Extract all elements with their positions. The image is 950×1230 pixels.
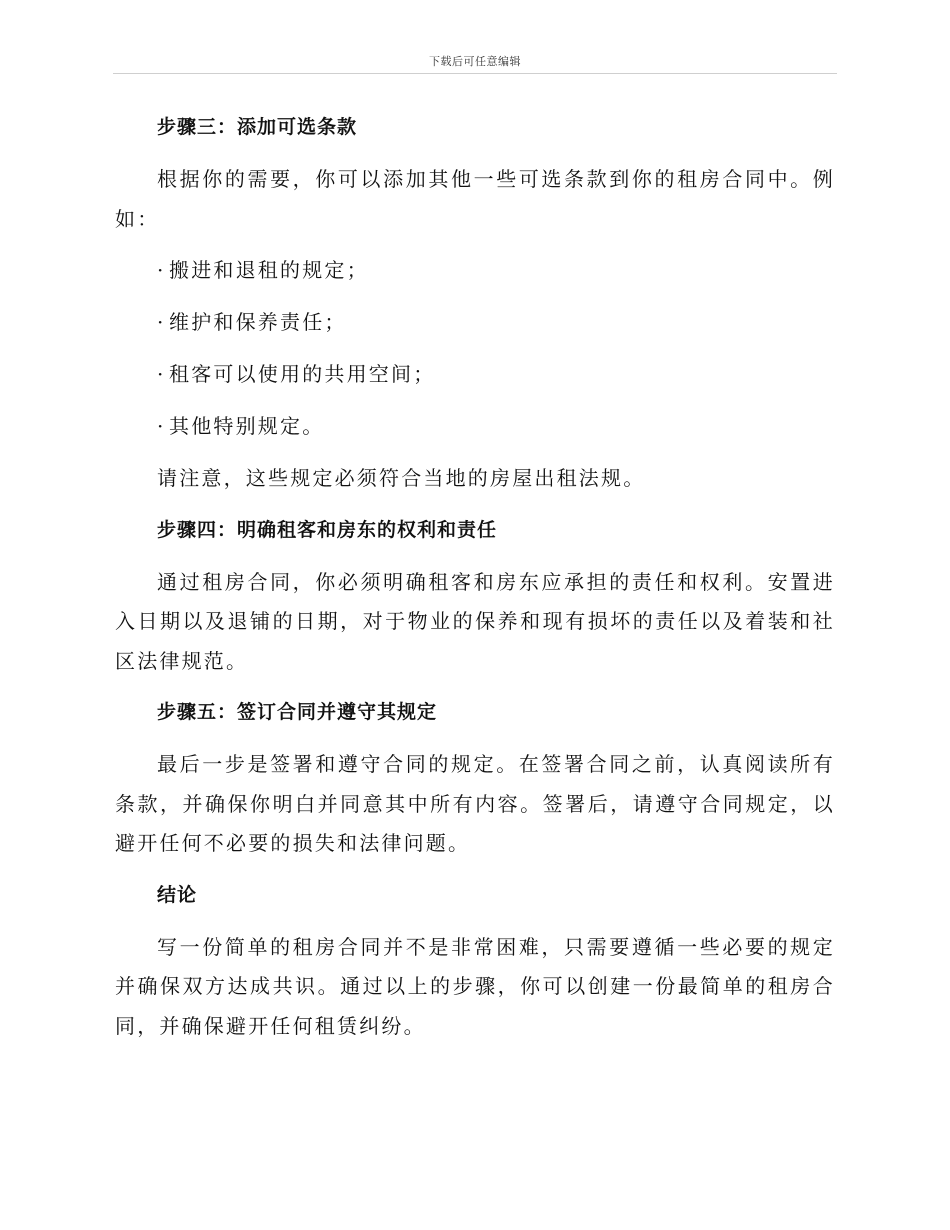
paragraph-step-4: 通过租房合同，你必须明确租客和房东应承担的责任和权利。安置进入日期以及退铺的日期，对于物业的保养和现有损坏的责任以及着装和社区法律规范。 bbox=[115, 569, 835, 673]
section-heading-step-4: 步骤四：明确租客和房东的权利和责任 bbox=[157, 518, 498, 541]
paragraph-conclusion: 写一份简单的租房合同并不是非常困难，只需要遵循一些必要的规定并确保双方达成共识。通过以上的步骤，你可以创建一份最简单的租房合同，并确保避开任何租赁纠纷。 bbox=[115, 934, 835, 1038]
bullet-marker: · bbox=[157, 414, 166, 438]
section-heading-step-3: 步骤三：添加可选条款 bbox=[157, 116, 358, 138]
paragraph-step-5: 最后一步是签署和遵守合同的规定。在签署合同之前，认真阅读所有条款，并确保你明白并同意其中所有内容。签署后，请遵守合同规定，以避开任何不必要的损失和法律问题。 bbox=[115, 752, 835, 855]
header-divider bbox=[113, 73, 837, 74]
list-item-text: 搬进和退租的规定； bbox=[169, 258, 369, 282]
bullet-marker: · bbox=[157, 258, 166, 282]
list-item bbox=[115, 407, 835, 446]
list-item bbox=[115, 303, 835, 342]
list-item bbox=[115, 251, 835, 290]
list-item-text: 租客可以使用的共用空间； bbox=[169, 362, 436, 386]
bullet-marker: · bbox=[157, 310, 166, 334]
bullet-marker: · bbox=[157, 362, 166, 386]
paragraph-step-3-note: 请注意，这些规定必须符合当地的房屋出租法规。 bbox=[157, 466, 646, 490]
list-item-text: 维护和保养责任； bbox=[169, 310, 347, 334]
page-header: 下载后可任意编辑 bbox=[429, 55, 521, 68]
list-item bbox=[115, 355, 835, 394]
section-heading-step-5: 步骤五：签订合同并遵守其规定 bbox=[157, 701, 438, 723]
document-body bbox=[115, 108, 835, 1058]
paragraph-step-3-intro: 根据你的需要，你可以添加其他一些可选条款到你的租房合同中。例如： bbox=[115, 167, 835, 231]
section-heading-conclusion: 结论 bbox=[157, 883, 198, 906]
list-item-text: 其他特别规定。 bbox=[169, 414, 325, 438]
